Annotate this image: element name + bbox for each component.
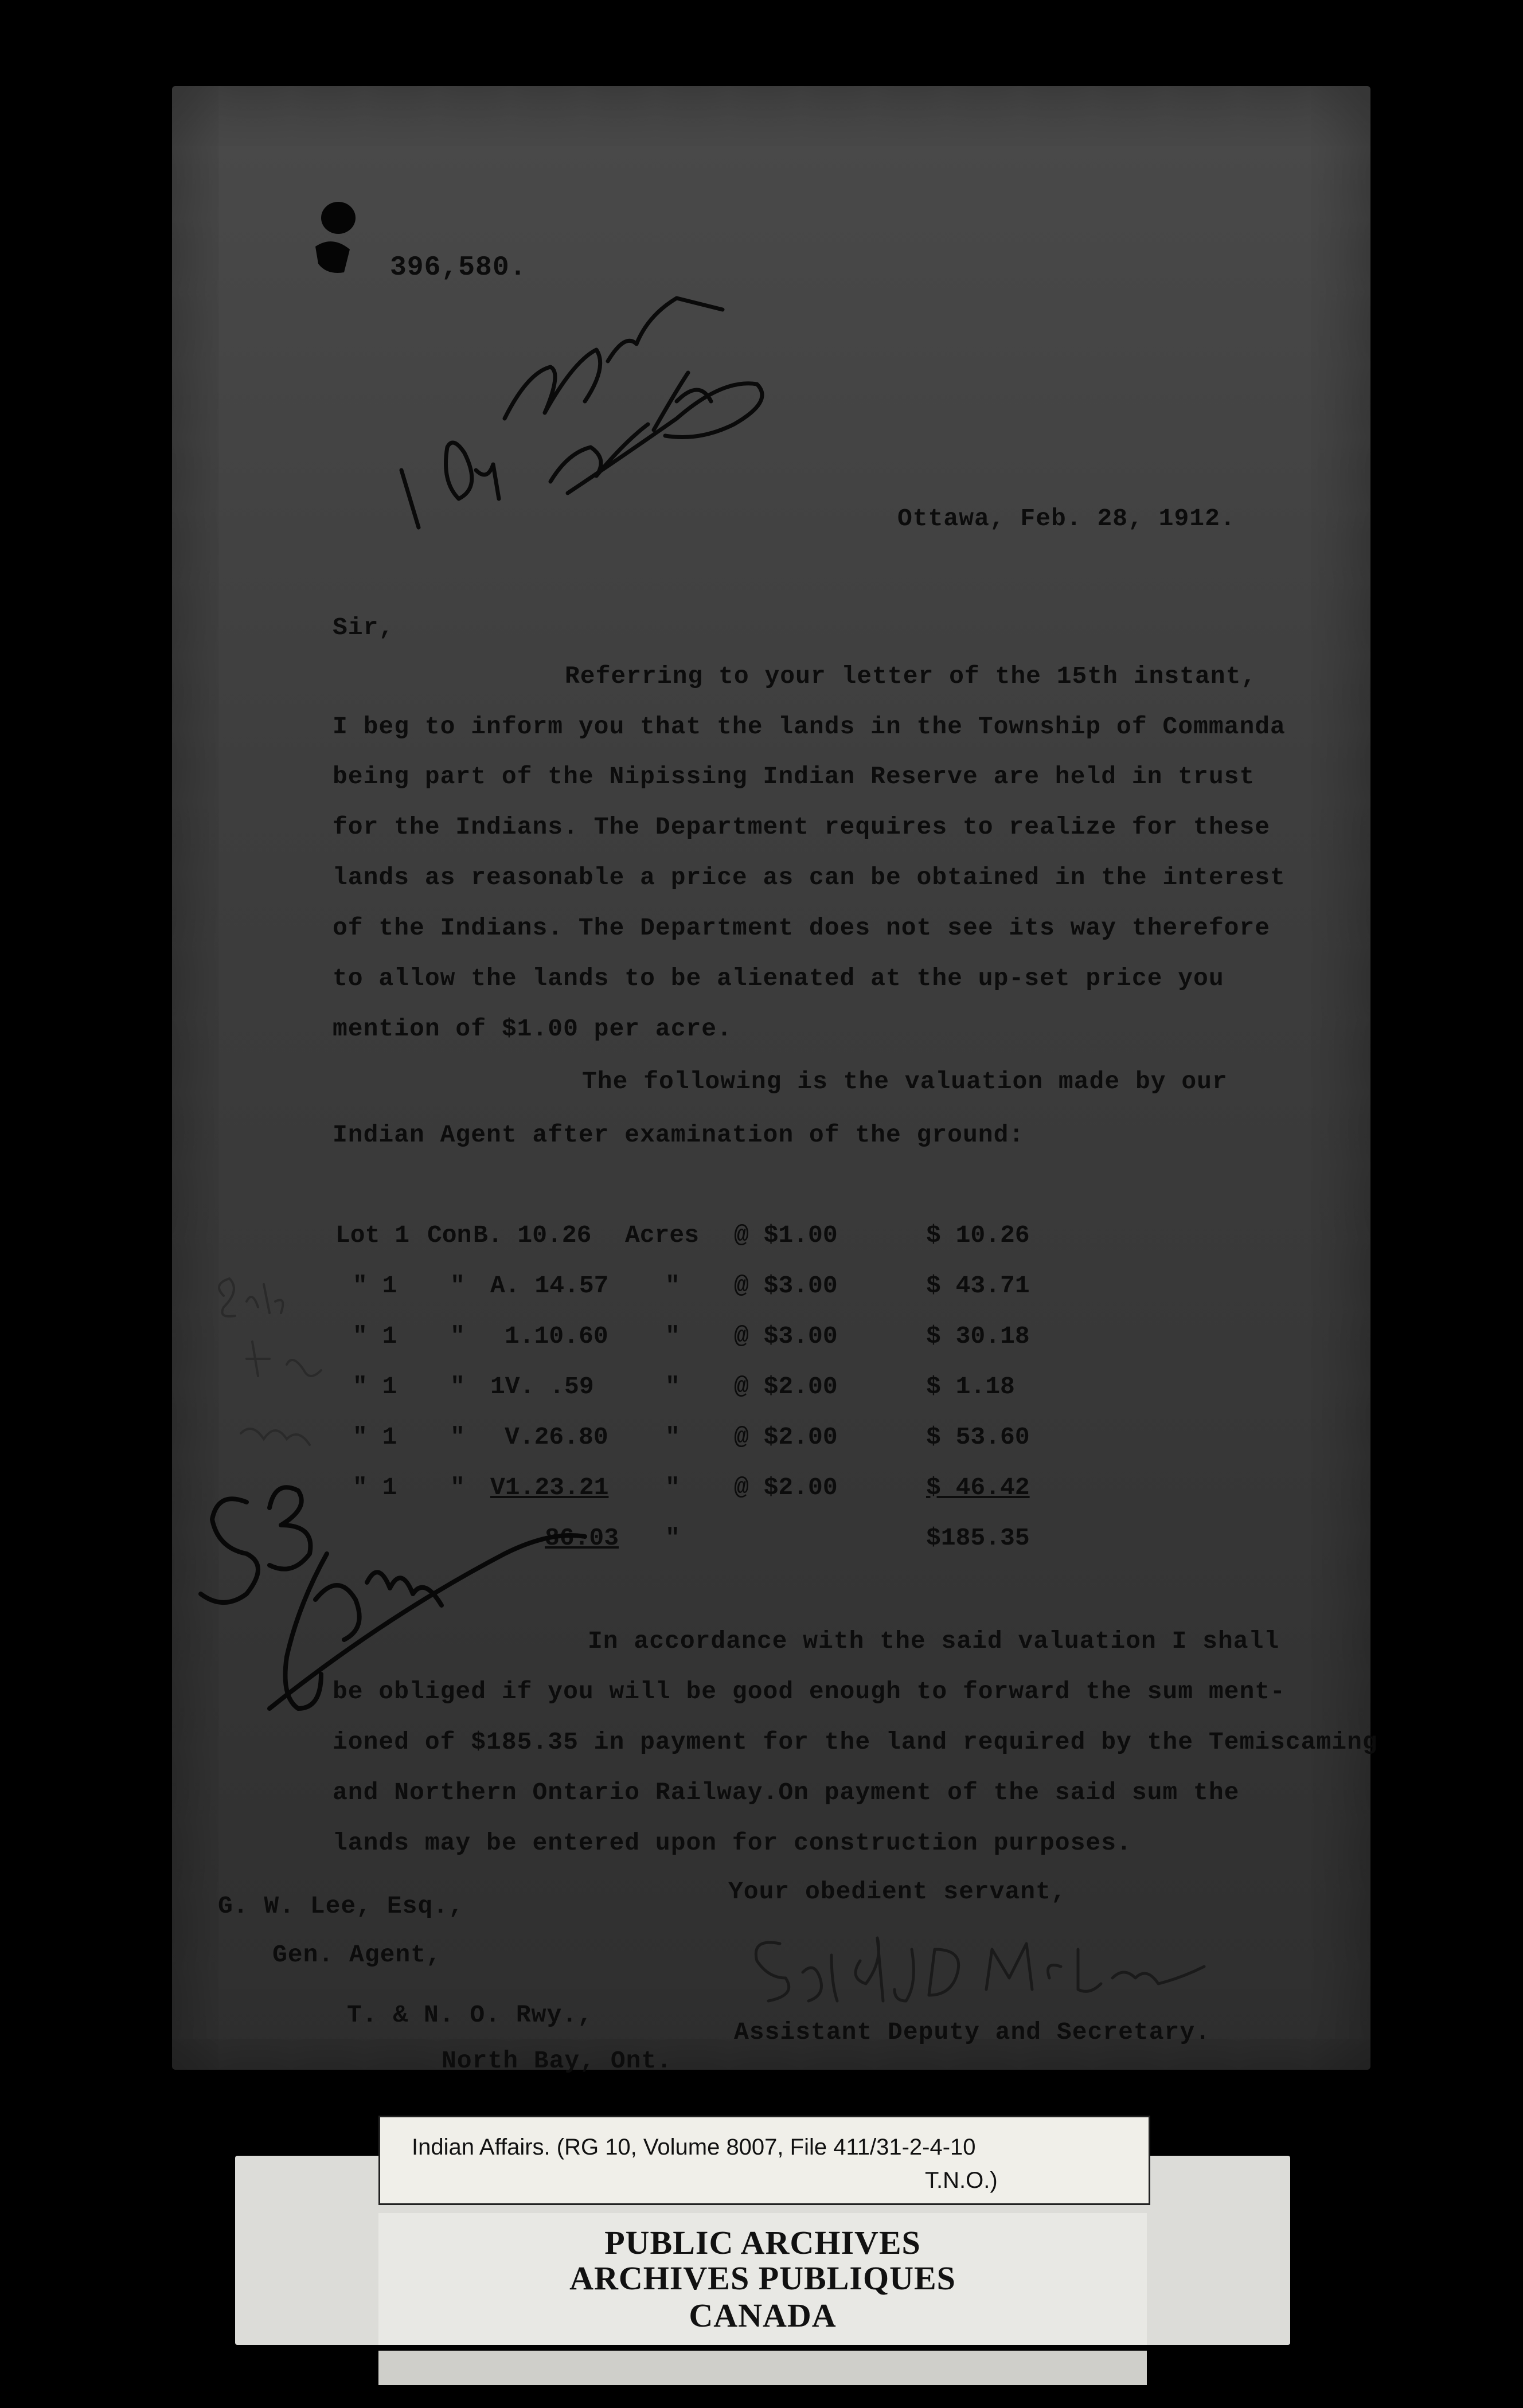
archive-stamp [378,2213,1147,2345]
lot-cell: " 1 [353,1473,397,1502]
addressee-line: Gen. Agent, [272,1941,442,1969]
lot-cell: " 1 [353,1373,397,1401]
text-line: being part of the Nipissing Indian Reserve are held in trust [333,763,1255,791]
unit-cell: Acres [625,1221,700,1249]
rate-cell: @ $3.00 [734,1322,838,1350]
text-line: of the Indians. The Department does not see its way therefore [333,914,1271,942]
dateline: Ottawa, Feb. 28, 1912. [897,505,1236,533]
signer-title: Assistant Deputy and Secretary. [734,2018,1210,2046]
rate-cell: @ $2.00 [734,1473,838,1502]
text-line: mention of $1.00 per acre. [333,1015,732,1043]
amount-cell: $ 46.42 [926,1473,1030,1502]
text-line: Referring to your letter of the 15th instant, [565,662,1257,690]
con-cell: " [450,1373,465,1401]
parcel-cell: A. 14.57 [490,1272,609,1300]
rate-cell: @ $2.00 [734,1423,838,1451]
con-cell: " [450,1322,465,1350]
lot-cell: " 1 [353,1423,397,1451]
text-line: lands as reasonable a price as can be obtained in the interest [333,863,1286,892]
con-cell: " [450,1423,465,1451]
unit-cell: " [665,1322,680,1350]
addressee-line: North Bay, Ont. [442,2047,673,2075]
text-line: Indian Agent after examination of the ground: [333,1121,1025,1149]
parcel-cell: V.26.80 [505,1423,608,1451]
parcel-cell: 1.10.60 [505,1322,608,1350]
lot-cell: " 1 [353,1272,397,1300]
bottom-strip [378,2351,1147,2385]
closing: Your obedient servant, [728,1878,1067,1906]
total-amount: $185.35 [926,1524,1030,1552]
parcel-cell: 1V. .59 [490,1373,594,1401]
parcel-cell: B. 10.26 [473,1221,592,1249]
text-line: The following is the valuation made by our [582,1068,1228,1096]
text-line: and Northern Ontario Railway.On payment of the said sum the [333,1778,1240,1807]
amount-cell: $ 53.60 [926,1423,1030,1451]
label-line-1: Indian Affairs. (RG 10, Volume 8007, File 411/31-2-4-10 [412,2135,976,2160]
total-acres: 86.03 [545,1524,619,1552]
text-line: for the Indians. The Department requires to realize for these [333,813,1271,841]
signature-image [745,1915,1227,2012]
salutation: Sir, [333,613,395,642]
con-cell: " [450,1473,465,1502]
rate-cell: @ $2.00 [734,1373,838,1401]
text-line: In accordance with the said valuation I shall [588,1627,1280,1655]
text-line: lands may be entered upon for construction purposes. [333,1829,1132,1857]
text-line: I beg to inform you that the lands in the Township of Commanda [333,713,1286,741]
text-line: to allow the lands to be alienated at the up-set price you [333,964,1224,992]
con-cell: Con [427,1221,472,1249]
unit-cell: " [665,1272,680,1300]
reference-number: 396,580. [390,252,527,283]
stamp-line-3: CANADA [689,2297,837,2334]
unit-cell: " [665,1423,680,1451]
unit-cell: " [665,1373,680,1401]
handwritten-note-image [378,229,780,550]
rate-cell: @ $1.00 [734,1221,838,1249]
addressee-line: T. & N. O. Rwy., [347,2001,593,2029]
total-unit: " [665,1524,680,1552]
amount-cell: $ 43.71 [926,1272,1030,1300]
margin-note-image [206,1261,338,1479]
lot-cell: " 1 [353,1322,397,1350]
stamp-line-1: PUBLIC ARCHIVES [604,2224,921,2261]
amount-cell: $ 1.18 [926,1373,1015,1401]
amount-cell: $ 30.18 [926,1322,1030,1350]
rate-cell: @ $3.00 [734,1272,838,1300]
lot-cell: Lot 1 [335,1221,410,1249]
con-cell: " [450,1272,465,1300]
parcel-cell: V1.23.21 [490,1473,609,1502]
text-line: ioned of $185.35 in payment for the land required by the Temiscaming [333,1728,1378,1756]
stamp-line-2: ARCHIVES PUBLIQUES [569,2260,956,2297]
unit-cell: " [665,1473,680,1502]
punch-hole-mark [298,201,367,281]
addressee-line: G. W. Lee, Esq., [218,1892,464,1920]
archive-reference-label [378,2116,1150,2205]
label-line-2: T.N.O.) [925,2168,998,2193]
amount-cell: $ 10.26 [926,1221,1030,1249]
text-line: be obliged if you will be good enough to forward the sum ment- [333,1678,1286,1706]
